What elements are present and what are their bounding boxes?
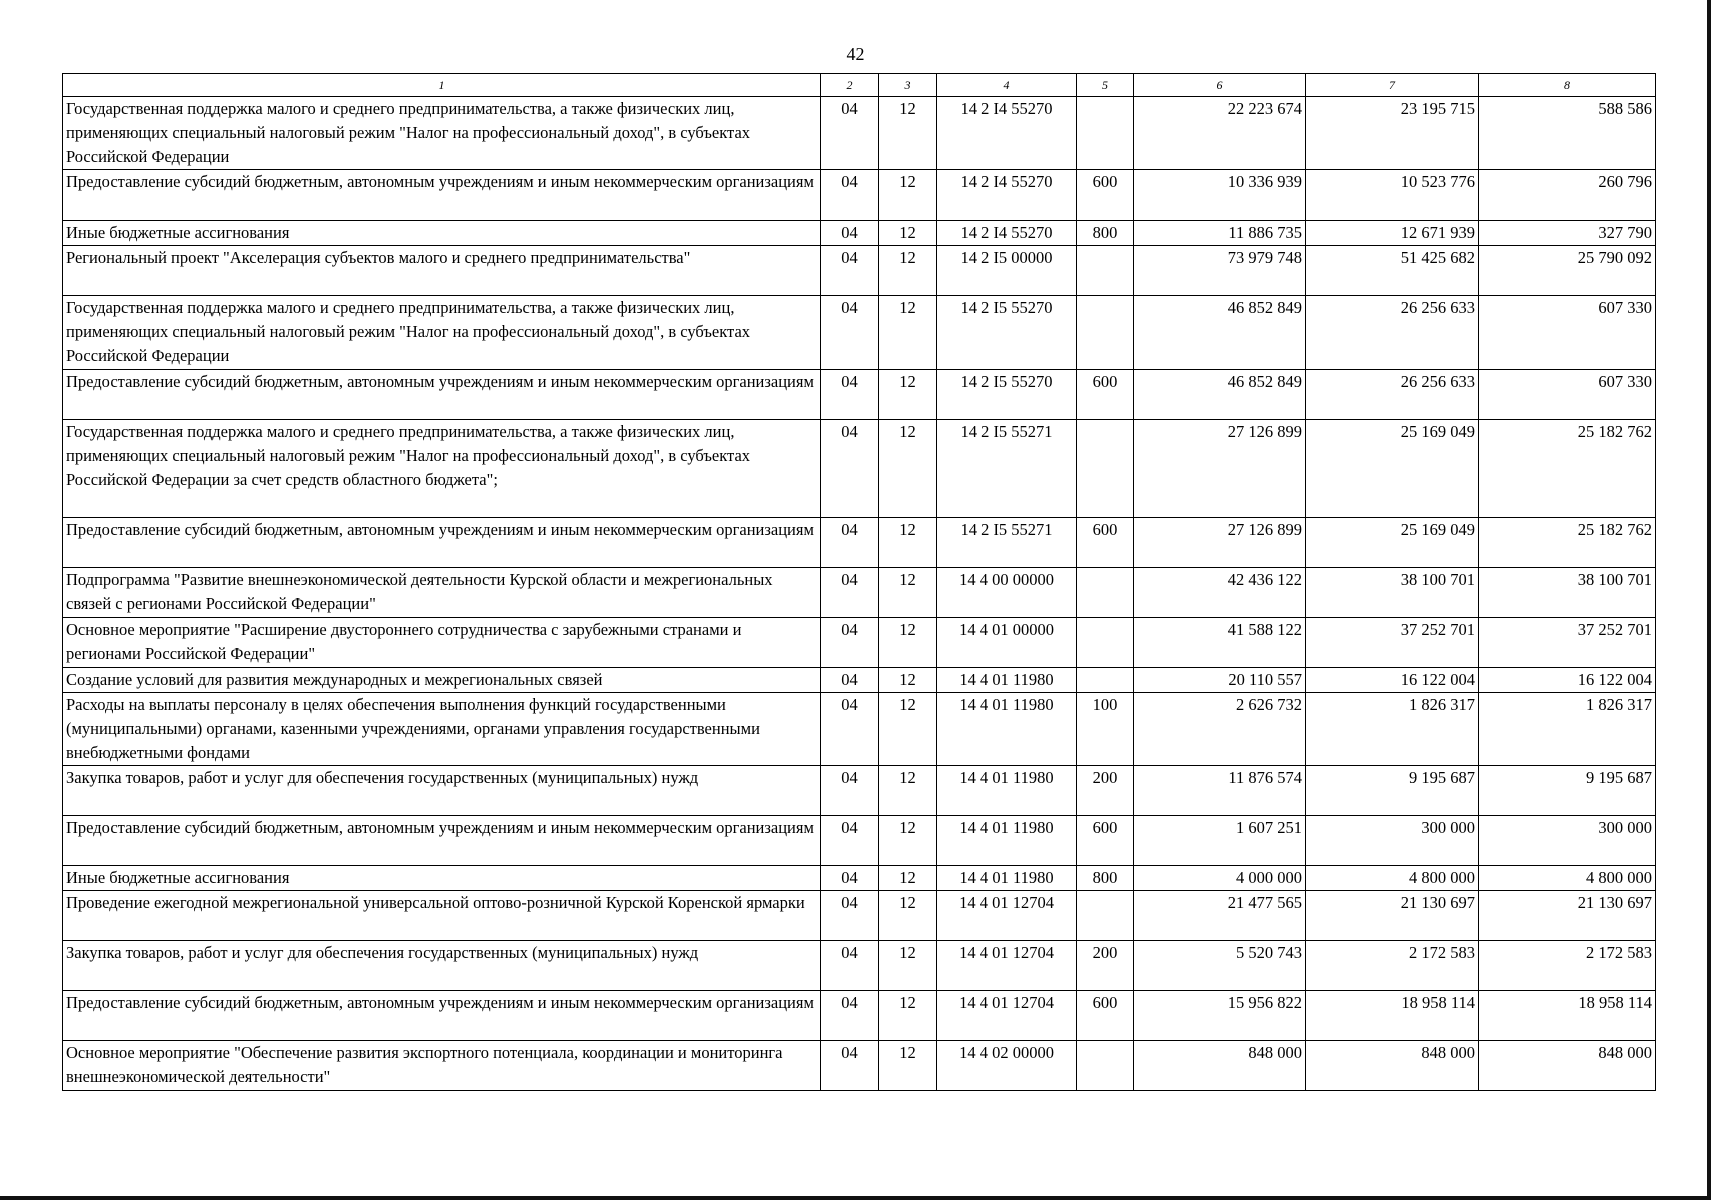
page-number: 42 — [846, 44, 865, 64]
item-name: Иные бюджетные ассигнования — [63, 221, 821, 246]
expense-type-code: 600 — [1077, 370, 1134, 420]
table-row — [63, 420, 1656, 518]
target-article-code: 14 4 02 00000 — [937, 1041, 1077, 1091]
amount-col6: 10 336 939 — [1134, 170, 1306, 221]
section-code: 04 — [821, 866, 879, 891]
section-code: 04 — [821, 97, 879, 170]
section-code: 04 — [821, 246, 879, 296]
table-row — [63, 221, 1656, 246]
amount-col8: 4 800 000 — [1479, 866, 1656, 891]
expense-type-code — [1077, 568, 1134, 618]
table-row — [63, 816, 1656, 866]
subsection-code: 12 — [879, 221, 937, 246]
amount-col6: 46 852 849 — [1134, 370, 1306, 420]
item-name: Проведение ежегодной межрегиональной универсальной оптово-розничной Курской Коренской ярмарки — [63, 891, 821, 941]
item-name: Закупка товаров, работ и услуг для обеспечения государственных (муниципальных) нужд — [63, 941, 821, 991]
amount-col7: 9 195 687 — [1306, 766, 1479, 816]
subsection-code: 12 — [879, 246, 937, 296]
amount-col8: 25 790 092 — [1479, 246, 1656, 296]
item-name: Расходы на выплаты персоналу в целях обеспечения выполнения функций государственными (муниципальными) органами, казенными учреждениями, органами управления государственными внебюджетными фондами — [63, 693, 821, 766]
item-name: Предоставление субсидий бюджетным, автономным учреждениям и иным некоммерческим организациям — [63, 170, 821, 221]
section-code: 04 — [821, 420, 879, 518]
target-article-code: 14 4 01 11980 — [937, 766, 1077, 816]
item-name: Государственная поддержка малого и среднего предпринимательства, а также физических лиц, применяющих специальный налоговый режим "Налог на профессиональный доход", в субъектах Российской Федерации за счет средств областного бюджета"; — [63, 420, 821, 518]
column-header: 3 — [879, 74, 937, 97]
subsection-code: 12 — [879, 420, 937, 518]
section-code: 04 — [821, 618, 879, 668]
amount-col6: 1 607 251 — [1134, 816, 1306, 866]
subsection-code: 12 — [879, 891, 937, 941]
item-name: Закупка товаров, работ и услуг для обеспечения государственных (муниципальных) нужд — [63, 766, 821, 816]
target-article-code: 14 2 I5 55271 — [937, 518, 1077, 568]
item-name: Основное мероприятие "Обеспечение развития экспортного потенциала, координации и мониторинга внешнеэкономической деятельности" — [63, 1041, 821, 1091]
item-name: Создание условий для развития международных и межрегиональных связей — [63, 668, 821, 693]
amount-col7: 25 169 049 — [1306, 518, 1479, 568]
expense-type-code — [1077, 97, 1134, 170]
section-code: 04 — [821, 170, 879, 221]
amount-col7: 25 169 049 — [1306, 420, 1479, 518]
amount-col6: 27 126 899 — [1134, 420, 1306, 518]
expense-type-code: 600 — [1077, 816, 1134, 866]
subsection-code: 12 — [879, 370, 937, 420]
amount-col6: 20 110 557 — [1134, 668, 1306, 693]
amount-col8: 327 790 — [1479, 221, 1656, 246]
subsection-code: 12 — [879, 170, 937, 221]
table-row — [63, 891, 1656, 941]
expense-type-code: 800 — [1077, 221, 1134, 246]
amount-col7: 12 671 939 — [1306, 221, 1479, 246]
section-code: 04 — [821, 941, 879, 991]
amount-col8: 18 958 114 — [1479, 991, 1656, 1041]
item-name: Предоставление субсидий бюджетным, автономным учреждениям и иным некоммерческим организациям — [63, 816, 821, 866]
target-article-code: 14 2 I5 00000 — [937, 246, 1077, 296]
subsection-code: 12 — [879, 668, 937, 693]
subsection-code: 12 — [879, 866, 937, 891]
target-article-code: 14 4 01 00000 — [937, 618, 1077, 668]
table-row — [63, 1041, 1656, 1091]
target-article-code: 14 4 00 00000 — [937, 568, 1077, 618]
column-header: 1 — [63, 74, 821, 97]
amount-col8: 25 182 762 — [1479, 420, 1656, 518]
amount-col7: 51 425 682 — [1306, 246, 1479, 296]
subsection-code: 12 — [879, 296, 937, 370]
expense-type-code — [1077, 420, 1134, 518]
amount-col8: 300 000 — [1479, 816, 1656, 866]
amount-col8: 588 586 — [1479, 97, 1656, 170]
section-code: 04 — [821, 891, 879, 941]
table-row — [63, 766, 1656, 816]
scan-edge-right — [1707, 0, 1711, 1200]
amount-col6: 5 520 743 — [1134, 941, 1306, 991]
expense-type-code — [1077, 668, 1134, 693]
amount-col6: 41 588 122 — [1134, 618, 1306, 668]
amount-col7: 26 256 633 — [1306, 370, 1479, 420]
amount-col6: 15 956 822 — [1134, 991, 1306, 1041]
amount-col8: 9 195 687 — [1479, 766, 1656, 816]
amount-col7: 18 958 114 — [1306, 991, 1479, 1041]
item-name: Подпрограмма "Развитие внешнеэкономической деятельности Курской области и межрегиональных связей с регионами Российской Федерации" — [63, 568, 821, 618]
amount-col6: 2 626 732 — [1134, 693, 1306, 766]
table-row — [63, 866, 1656, 891]
subsection-code: 12 — [879, 941, 937, 991]
table-row — [63, 370, 1656, 420]
section-code: 04 — [821, 1041, 879, 1091]
subsection-code: 12 — [879, 618, 937, 668]
section-code: 04 — [821, 568, 879, 618]
amount-col8: 16 122 004 — [1479, 668, 1656, 693]
amount-col7: 38 100 701 — [1306, 568, 1479, 618]
amount-col6: 42 436 122 — [1134, 568, 1306, 618]
expense-type-code — [1077, 618, 1134, 668]
amount-col7: 2 172 583 — [1306, 941, 1479, 991]
item-name: Государственная поддержка малого и среднего предпринимательства, а также физических лиц, применяющих специальный налоговый режим "Налог на профессиональный доход", в субъектах Российской Федерации — [63, 97, 821, 170]
section-code: 04 — [821, 370, 879, 420]
section-code: 04 — [821, 221, 879, 246]
subsection-code: 12 — [879, 693, 937, 766]
item-name: Предоставление субсидий бюджетным, автономным учреждениям и иным некоммерческим организациям — [63, 370, 821, 420]
amount-col7: 1 826 317 — [1306, 693, 1479, 766]
amount-col7: 16 122 004 — [1306, 668, 1479, 693]
subsection-code: 12 — [879, 518, 937, 568]
item-name: Основное мероприятие "Расширение двустороннего сотрудничества с зарубежными странами и регионами Российской Федерации" — [63, 618, 821, 668]
amount-col8: 848 000 — [1479, 1041, 1656, 1091]
table-row — [63, 296, 1656, 370]
budget-table — [62, 73, 1656, 1091]
target-article-code: 14 4 01 12704 — [937, 991, 1077, 1041]
table-row — [63, 991, 1656, 1041]
table-row — [63, 693, 1656, 766]
section-code: 04 — [821, 518, 879, 568]
target-article-code: 14 2 I5 55270 — [937, 370, 1077, 420]
target-article-code: 14 4 01 11980 — [937, 816, 1077, 866]
table-row — [63, 97, 1656, 170]
amount-col7: 4 800 000 — [1306, 866, 1479, 891]
target-article-code: 14 2 I4 55270 — [937, 170, 1077, 221]
amount-col6: 21 477 565 — [1134, 891, 1306, 941]
expense-type-code: 200 — [1077, 941, 1134, 991]
column-number-row — [63, 74, 1656, 97]
column-header: 8 — [1479, 74, 1656, 97]
section-code: 04 — [821, 693, 879, 766]
amount-col7: 37 252 701 — [1306, 618, 1479, 668]
amount-col7: 23 195 715 — [1306, 97, 1479, 170]
table-row — [63, 246, 1656, 296]
amount-col6: 11 886 735 — [1134, 221, 1306, 246]
expense-type-code: 800 — [1077, 866, 1134, 891]
amount-col6: 46 852 849 — [1134, 296, 1306, 370]
target-article-code: 14 4 01 12704 — [937, 891, 1077, 941]
section-code: 04 — [821, 296, 879, 370]
target-article-code: 14 2 I4 55270 — [937, 221, 1077, 246]
table-row — [63, 668, 1656, 693]
subsection-code: 12 — [879, 568, 937, 618]
expense-type-code: 200 — [1077, 766, 1134, 816]
target-article-code: 14 4 01 12704 — [937, 941, 1077, 991]
subsection-code: 12 — [879, 766, 937, 816]
section-code: 04 — [821, 991, 879, 1041]
subsection-code: 12 — [879, 1041, 937, 1091]
amount-col6: 848 000 — [1134, 1041, 1306, 1091]
target-article-code: 14 2 I4 55270 — [937, 97, 1077, 170]
subsection-code: 12 — [879, 816, 937, 866]
item-name: Иные бюджетные ассигнования — [63, 866, 821, 891]
column-header: 2 — [821, 74, 879, 97]
item-name: Предоставление субсидий бюджетным, автономным учреждениям и иным некоммерческим организациям — [63, 991, 821, 1041]
expense-type-code: 600 — [1077, 170, 1134, 221]
amount-col8: 607 330 — [1479, 370, 1656, 420]
scan-edge-bottom — [0, 1196, 1711, 1200]
expense-type-code: 100 — [1077, 693, 1134, 766]
table-row — [63, 941, 1656, 991]
item-name: Предоставление субсидий бюджетным, автономным учреждениям и иным некоммерческим организациям — [63, 518, 821, 568]
amount-col6: 4 000 000 — [1134, 866, 1306, 891]
amount-col6: 22 223 674 — [1134, 97, 1306, 170]
amount-col6: 27 126 899 — [1134, 518, 1306, 568]
expense-type-code — [1077, 1041, 1134, 1091]
amount-col8: 607 330 — [1479, 296, 1656, 370]
target-article-code: 14 2 I5 55271 — [937, 420, 1077, 518]
amount-col8: 25 182 762 — [1479, 518, 1656, 568]
table-row — [63, 568, 1656, 618]
section-code: 04 — [821, 668, 879, 693]
expense-type-code — [1077, 296, 1134, 370]
item-name: Региональный проект "Акселерация субъектов малого и среднего предпринимательства" — [63, 246, 821, 296]
target-article-code: 14 4 01 11980 — [937, 668, 1077, 693]
section-code: 04 — [821, 816, 879, 866]
amount-col8: 2 172 583 — [1479, 941, 1656, 991]
target-article-code: 14 4 01 11980 — [937, 866, 1077, 891]
expense-type-code: 600 — [1077, 518, 1134, 568]
expense-type-code — [1077, 246, 1134, 296]
target-article-code: 14 2 I5 55270 — [937, 296, 1077, 370]
amount-col8: 37 252 701 — [1479, 618, 1656, 668]
target-article-code: 14 4 01 11980 — [937, 693, 1077, 766]
amount-col7: 10 523 776 — [1306, 170, 1479, 221]
subsection-code: 12 — [879, 991, 937, 1041]
amount-col8: 1 826 317 — [1479, 693, 1656, 766]
amount-col7: 21 130 697 — [1306, 891, 1479, 941]
column-header: 6 — [1134, 74, 1306, 97]
table-row — [63, 170, 1656, 221]
amount-col8: 38 100 701 — [1479, 568, 1656, 618]
amount-col6: 11 876 574 — [1134, 766, 1306, 816]
amount-col7: 848 000 — [1306, 1041, 1479, 1091]
amount-col8: 21 130 697 — [1479, 891, 1656, 941]
amount-col7: 26 256 633 — [1306, 296, 1479, 370]
amount-col6: 73 979 748 — [1134, 246, 1306, 296]
expense-type-code — [1077, 891, 1134, 941]
subsection-code: 12 — [879, 97, 937, 170]
column-header: 4 — [937, 74, 1077, 97]
column-header: 5 — [1077, 74, 1134, 97]
expense-type-code: 600 — [1077, 991, 1134, 1041]
amount-col7: 300 000 — [1306, 816, 1479, 866]
column-header: 7 — [1306, 74, 1479, 97]
table-row — [63, 618, 1656, 668]
amount-col8: 260 796 — [1479, 170, 1656, 221]
item-name: Государственная поддержка малого и среднего предпринимательства, а также физических лиц, применяющих специальный налоговый режим "Налог на профессиональный доход", в субъектах Российской Федерации — [63, 296, 821, 370]
table-row — [63, 518, 1656, 568]
section-code: 04 — [821, 766, 879, 816]
